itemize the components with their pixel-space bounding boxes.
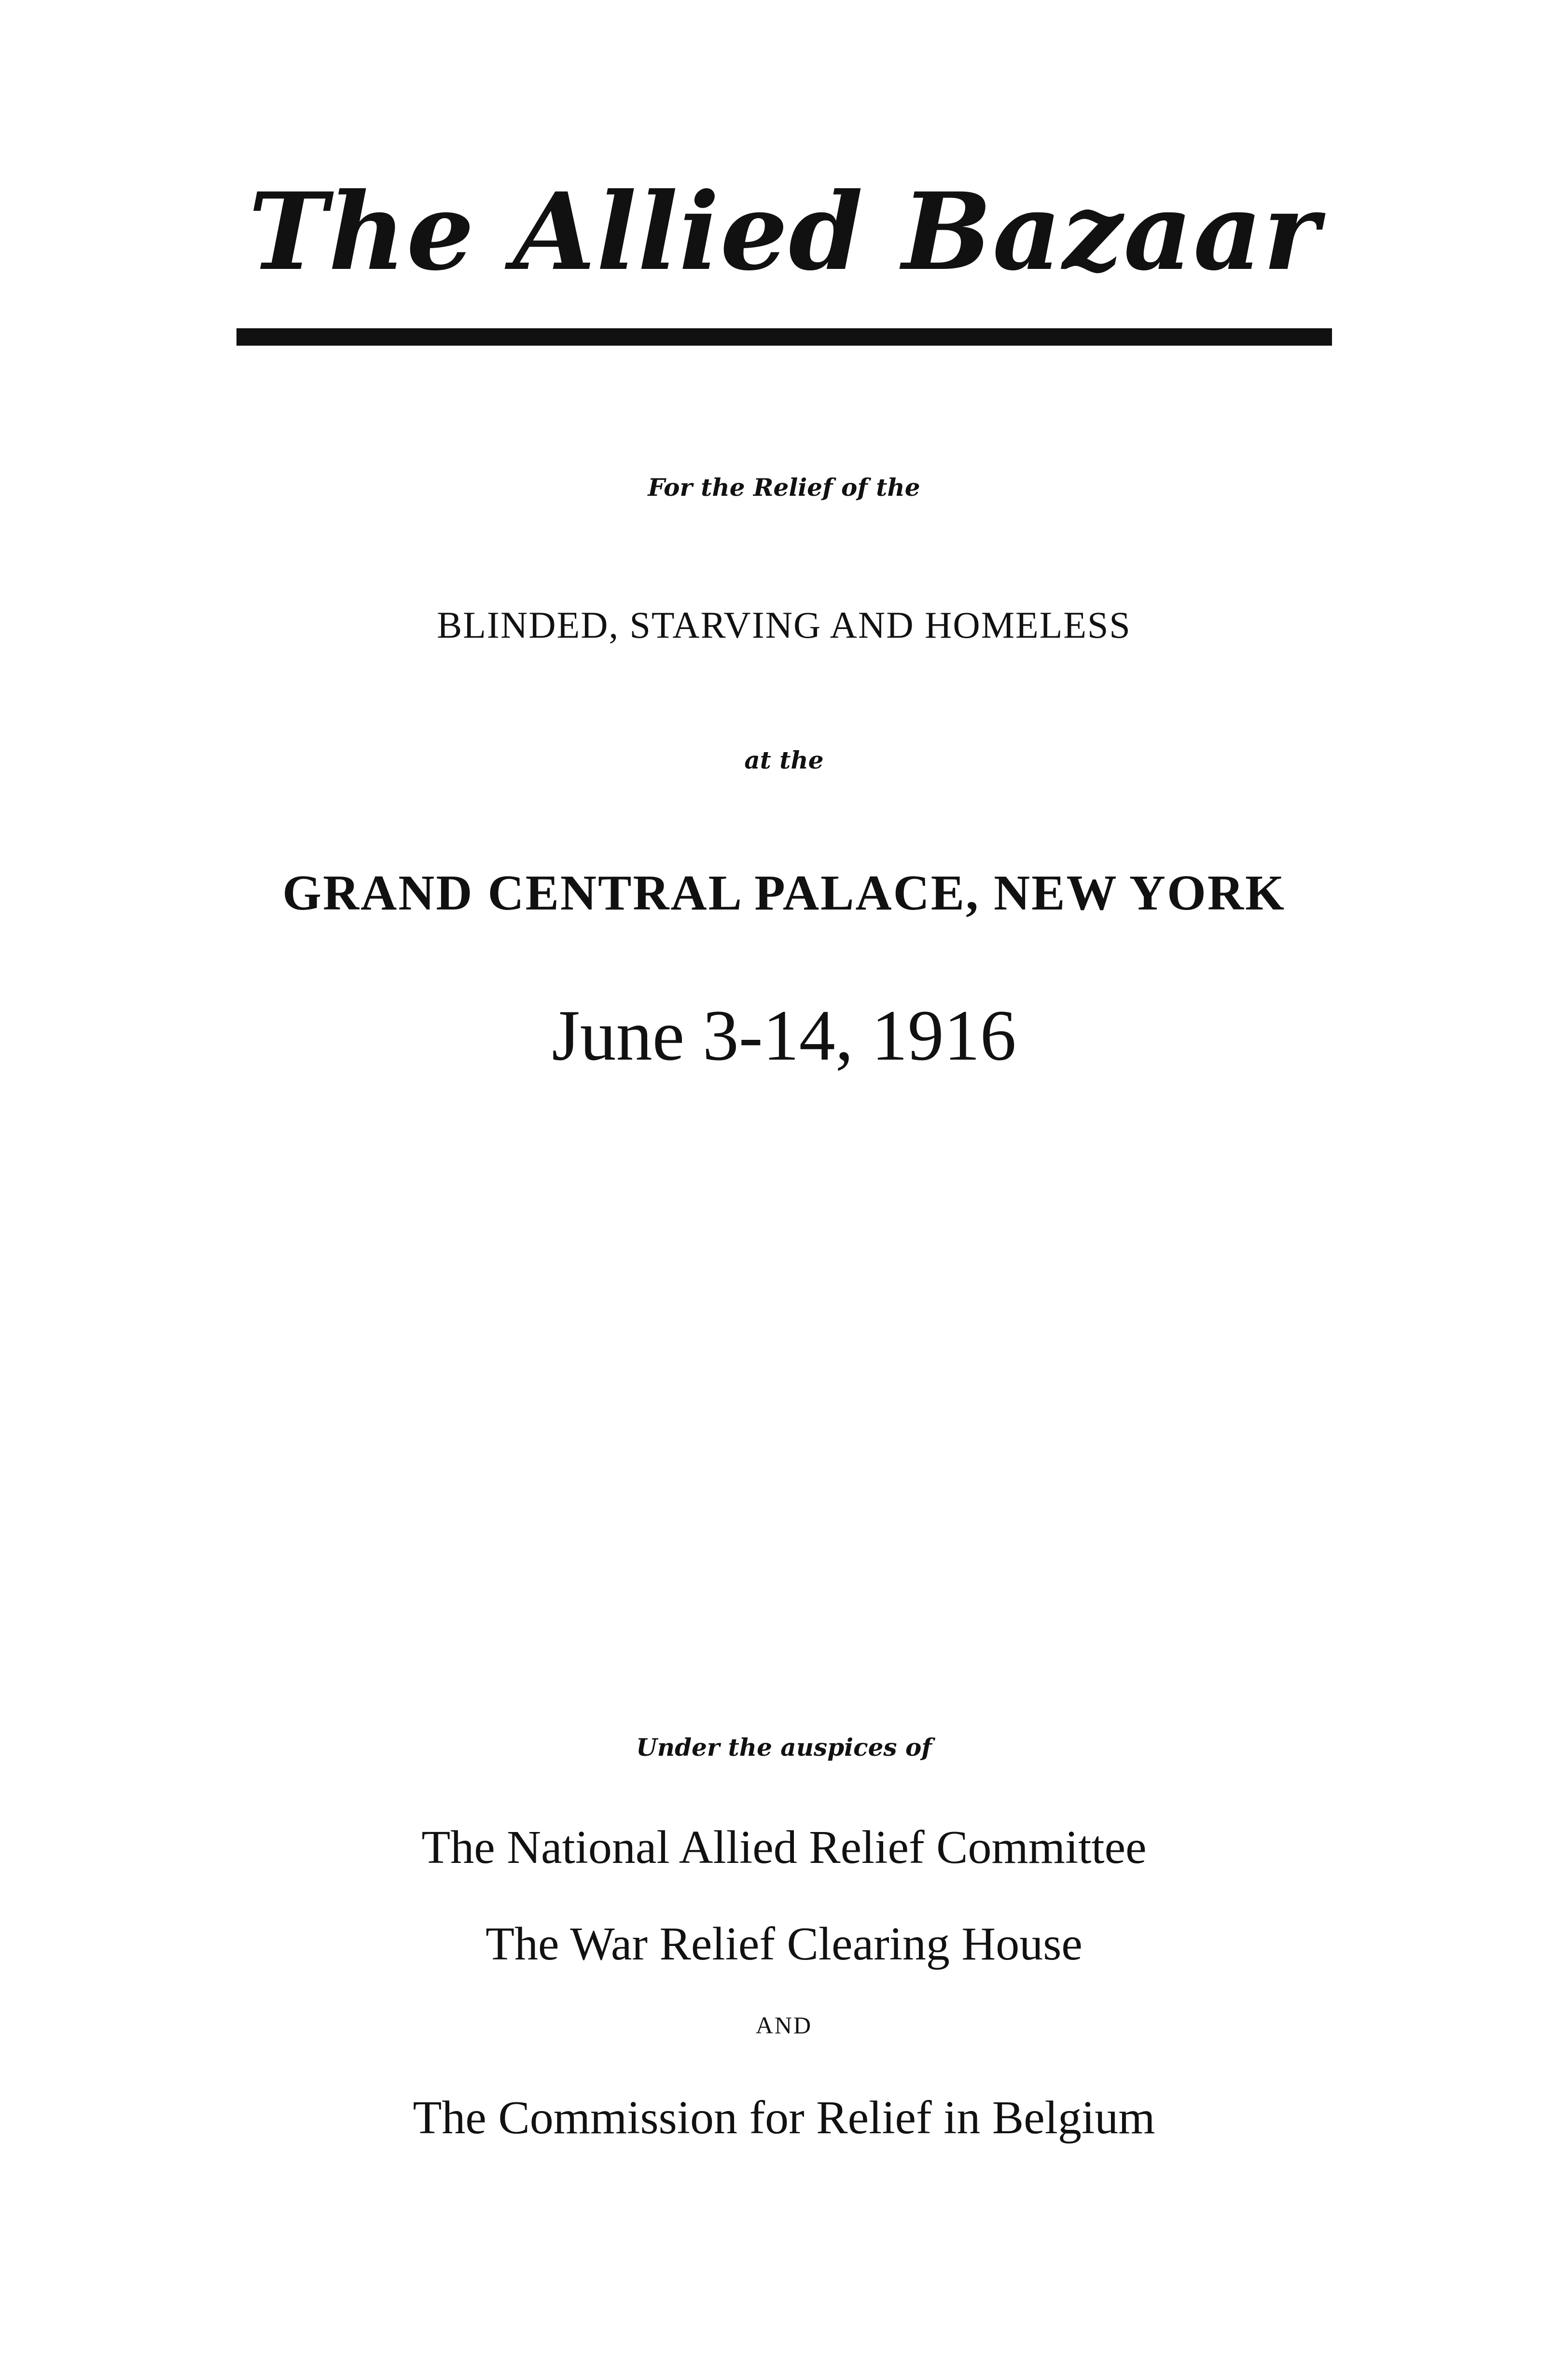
auspices-intro-text: Under the auspices of xyxy=(636,1733,932,1762)
organization-war-relief: The War Relief Clearing House xyxy=(486,1918,1082,1970)
event-dates: June 3-14, 1916 xyxy=(552,995,1016,1076)
title-underline-rule xyxy=(236,328,1332,346)
organization-national-allied: The National Allied Relief Committee xyxy=(421,1821,1147,1874)
conjunction-and: AND xyxy=(755,2012,813,2039)
beneficiaries-text: BLINDED, STARVING AND HOMELESS xyxy=(437,604,1131,646)
venue-text: GRAND CENTRAL PALACE, NEW YORK xyxy=(282,865,1286,921)
relief-intro-text: For the Relief of the xyxy=(648,473,920,502)
document-title: The Allied Bazaar xyxy=(248,169,1320,294)
organization-commission-belgium: The Commission for Relief in Belgium xyxy=(413,2092,1155,2144)
location-intro-text: at the xyxy=(744,746,824,774)
